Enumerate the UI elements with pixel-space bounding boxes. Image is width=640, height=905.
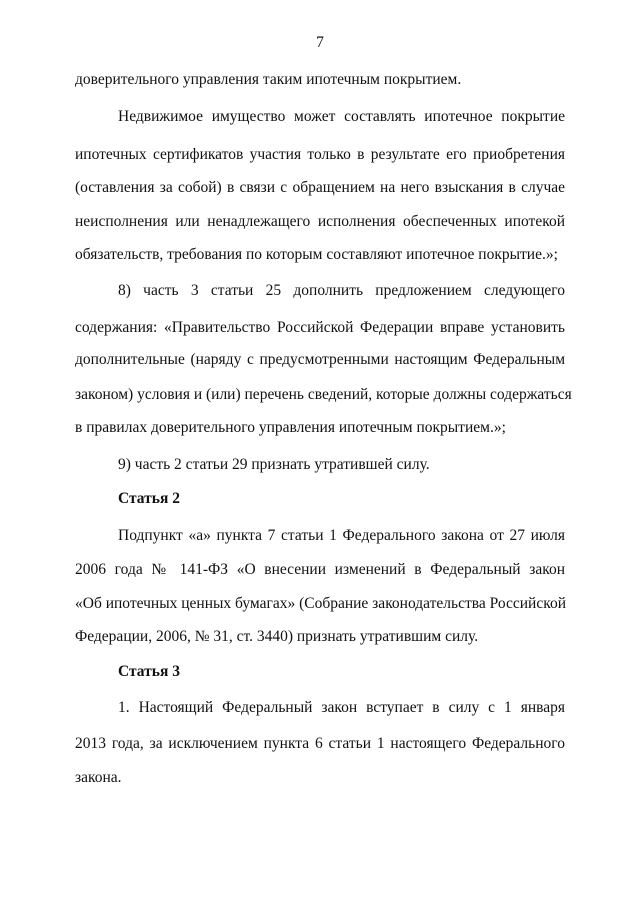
text-line: 2013 года, за исключением пункта 6 статьи 1 настоящего Федерального	[75, 735, 565, 752]
text-line: 9) часть 2 статьи 29 признать утратившей силу.	[118, 456, 430, 473]
section-heading: Статья 2	[118, 490, 180, 507]
text-line: неисполнения или ненадлежащего исполнения обеспеченных ипотекой	[75, 213, 565, 230]
text-line: 1. Настоящий Федеральный закон вступает в силу с 1 января	[118, 699, 565, 716]
text-line: Федерации, 2006, № 31, ст. 3440) признать утратившим силу.	[75, 628, 479, 645]
text-line: (оставления за собой) в связи с обращением на него взыскания в случае	[75, 179, 565, 196]
text-line: Недвижимое имущество может составлять ипотечное покрытие	[118, 108, 565, 125]
section-heading: Статья 3	[118, 663, 180, 680]
text-line: «Об ипотечных ценных бумагах» (Собрание законодательства Российской	[75, 595, 567, 612]
text-line: законом) условия и (или) перечень сведений, которые должны содержаться	[75, 386, 572, 403]
text-line: доверительного управления таким ипотечным покрытием.	[75, 71, 462, 88]
text-line: Подпункт «а» пункта 7 статьи 1 Федерального закона от 27 июля	[118, 527, 565, 544]
text-line: 8) часть 3 статьи 25 дополнить предложением следующего	[118, 282, 565, 299]
text-line: ипотечных сертификатов участия только в результате его приобретения	[75, 146, 565, 163]
text-line: обязательств, требования по которым составляют ипотечное покрытие.»;	[75, 246, 558, 263]
text-line: 2006 года № 141-ФЗ «О внесении изменений в Федеральный закон	[75, 561, 565, 578]
text-line: в правилах доверительного управления ипотечным покрытием.»;	[75, 419, 506, 436]
page-number: 7	[316, 34, 324, 51]
text-line: дополнительные (наряду с предусмотренными настоящим Федеральным	[75, 351, 565, 368]
text-line: содержания: «Правительство Российской Федерации вправе установить	[75, 319, 565, 336]
text-line: закона.	[75, 769, 122, 786]
